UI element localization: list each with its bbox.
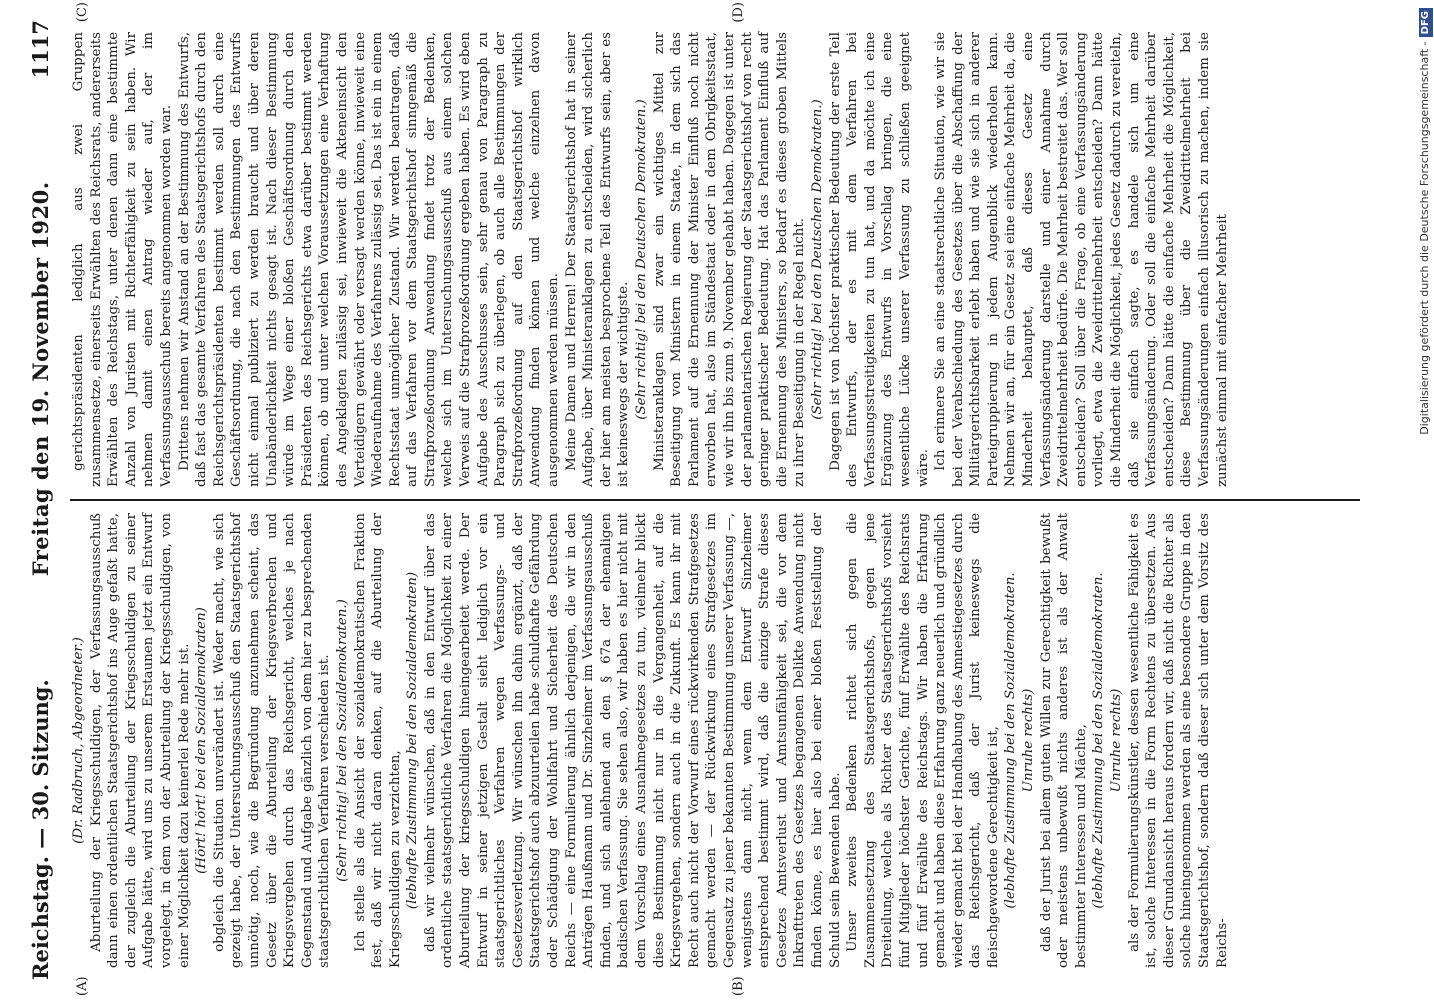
margin-marker-d: (D) (731, 2, 746, 23)
right-column-text (70, 32, 1231, 487)
text-columns (70, 2, 1360, 996)
funding-credit: Digitalisierung gefördert durch die Deutsche Forschungsgemeinschaft - (1418, 41, 1431, 435)
page-header (20, 20, 60, 980)
interjection: (Sehr richtig! bei den Deutschen Demokraten.) (634, 99, 649, 420)
paragraph: als der Formulierungskünstler, dessen wesentliche Fähigkeit es ist, solche Interessen in die Form Rechtens zu übersetzen. Aus dieser Grundansicht heraus fordern wir, daß nicht die Richter als solche hineingenommen werden als eine besondere Gruppe in den Staatsgerichtshof, sondern daß dieser sich unter dem Vorsitz des Reichs- (1126, 513, 1230, 968)
interjection: (lebhafte Zustimmung bei den Sozialdemokraten. (1091, 572, 1107, 909)
paragraph: daß der Jurist bei allem guten Willen zur Gerechtigkeit bewußt oder meistens unbewußt nichts anderes ist als der Anwalt bestimmter Interessen und Mächte, (1038, 513, 1089, 968)
paragraph: obgleich die Situation unverändert ist. Weder macht, wie sich gezeigt habe, der Untersuchungsausschuß den Staatsgerichtshof unnötig, noch, wie die Begründung anzunehmen scheint, das Gesetz über die Aburteilung der Kriegsverbrechen und Kriegsvergehen durch das Reichsgericht, welches je nach Gegenstand und Aufgabe gänzlich von dem hier zu besprechenden staatsgerichtlichen Verfahren verschieden ist. (211, 513, 333, 968)
interjection: (lebhafte Zustimmung bei den Sozialdemokraten. (1003, 572, 1019, 909)
speaker-note: (Dr. Radbruch, Abgeordneter.) (71, 637, 86, 844)
digitization-note-text (1418, 8, 1432, 992)
paragraph: Ich erinnere Sie an eine staatsrechtliche Situation, wie wir sie bei der Verabschiedung des Gesetzes über die Abschaffung der Militärgerichtsbarkeit erlebt haben und wie sie sich in anderer Parteigruppierung in jedem Augenblick wiederholen kann. Nehmen wir an, für ein Gesetz sei eine einfache Mehrheit da, die Minderheit behauptet, daß dieses Gesetz eine Verfassungsänderung darstelle und einer Annahme durch Zweidrittelmehrheit bedürfe. Die Mehrheit bestreitet das. Wer soll entscheiden? Soll über die Frage, ob eine Verfassungsänderung vorliegt, etwa die Zweidrittelmehrheit entscheiden? Dann hätte die Minderheit die Möglichkeit, jedes Gesetz dadurch zu vereiteln, daß sie einfach sagte, es handele sich um eine Verfassungsänderung. Oder soll die einfache Mehrheit darüber entscheiden? Dann hätte die einfache Mehrheit die Möglichkeit, diese Bestimmung über die Zweidrittelmehrheit bei Verfassungsänderungen einfach illusorisch zu machen, indem sie zunächst einmal mit einfacher Mehrheit (933, 32, 1230, 487)
left-column (70, 501, 1360, 996)
header-left: Reichstag. — 30. Sitzung. (27, 679, 53, 980)
margin-marker-c: (C) (75, 2, 90, 23)
interjection: (Hört! hört! bei den Sozialdemokraten) (194, 607, 210, 874)
paragraph: gerichtspräsidenten lediglich aus zwei Gruppen zusammensetze, einerseits Erwählten des Reichsrats, andererseits Erwählten des Reichstags, unter denen dann eine bestimmte Anzahl von Juristen mit Richterfähigkeit zu sein haben. Wir nehmen damit einen Antrag wieder auf, der im Verfassungsausschuß bereits angenommen worden war. (71, 32, 174, 487)
paragraph: Ministeranklagen sind zwar ein wichtiges Mittel zur Beseitigung von Ministern in einem Staate, in dem sich das Parlament auf die Ernennung der Minister Einfluß noch nicht erworben hat, also im Ständestaat oder in dem Obrigkeitsstaat, wie wir ihn bis zum 9. November gehabt haben. Dagegen ist unter der parlamentarischen Regierung der Staatsgerichtshof von recht geringer praktischer Bedeutung. Hat das Parlament Einfluß auf die Ernennung des Ministers, so bedarf es dieses groben Mittels zu ihrer Beseitigung in der Regel nicht. (651, 32, 808, 487)
paragraph: daß wir vielmehr wünschen, daß in den Entwurf über das ordentliche staatsgerichtliche Verfahren die Möglichkeit zu einer Aburteilung der kriegsschuldigen hineingearbeitet werde. Der Entwurf in seiner jetzigen Gestalt sieht lediglich vor ein staatsgerichtliches Verfahren wegen Verfassungs- und Gesetzesverletzung. Wir wünschen ihn dahin ergänzt, daß der Staatsgerichtshof auch abzuurteilen habe schuldhafte Gefährdung oder Schädigung der Wohlfahrt und Sicherheit des Deutschen Reichs — eine Formulierung ähnlich derjenigen, die wir in den Anträgen Haußmann und Dr. Sinzheimer im Verfassungsausschuß finden, und sich anlehnend an den § 67a der ehemaligen badischen Verfassung. Sie sehen also, wir haben es hier nicht mit dem Vorschlag eines Ausnahmegesetzes zu tun, vielmehr blickt diese Bestimmung nicht nur in die Vergangenheit, auf die Kriegsvergehen, sondern auch in die Zukunft. Es kann ihr mit Recht auch nicht der Vorwurf eines rückwirkenden Strafgesetzes gemacht werden — der Rückwirkung eines Strafgesetzes im Gegensatz zu jener bekannten Bestimmung unserer Verfassung —, wenigstens dann nicht, wenn dem Entwurf Sinzheimer entsprechend bestimmt wird, daß die einzige Strafe dieses Gesetzes Amtsverlust und Amtsunfähigkeit sei, die vor dem Inkrafttreten des Gesetzes begangenen Delikte Anwendung nicht finden könne, es hier also bei einer bloßen Feststellung der Schuld sein Bewenden habe. (422, 513, 843, 968)
dfg-logo: DFG (1419, 8, 1433, 37)
paragraph: Ich stelle als die Ansicht der sozialdemokratischen Fraktion fest, daß wir nicht daran denken, auf die Aburteilung der Kriegsschuldigen zu verzichten, (352, 513, 403, 968)
interjection: (Sehr richtig! bei den Deutschen Demokraten.) (809, 99, 825, 420)
header-date: Freitag den 19. November 1920. (27, 181, 53, 577)
left-column-text (70, 513, 1231, 968)
interjection: (lebhafte Zustimmung bei den Sozialdemokraten) (405, 571, 421, 910)
interjection: Unruhe rechts) (1021, 688, 1037, 793)
paragraph: Unser zweites Bedenken richtet sich gegen die Zusammensetzung des Staatsgerichtshofs, gegen jene Dreiteilung, welche als Richter des Staatsgerichtshofs vorsieht fünf Mitglieder höchster Gerichte, fünf Erwählte des Reichsrats und fünf Erwählte des Reichstags. Wir haben die Erfahrung gemacht und haben diese Erfahrung ganz neuerlich und gründlich wieder gemacht bei der Handhabung des Amnestiegesetzes durch das Reichsgericht, daß der Jurist keineswegs die fleischgewordene Gerechtigkeit ist, (845, 513, 1001, 968)
digitization-note (1418, 8, 1432, 992)
page-number: 1117 (27, 20, 53, 79)
interjection: Unruhe rechts) (1109, 688, 1125, 793)
interjection: (Sehr richtig! bei den Sozialdemokraten.) (334, 599, 350, 882)
paragraph: Meine Damen und Herren! Der Staatsgerichtshof hat in seiner Aufgabe, über Ministeranklagen zu entscheiden, wird sicherlich der hier am meisten besprochene Teil des Entwurfs sein, aber es ist keineswegs der wichtigste. (563, 32, 632, 487)
right-column (70, 2, 1360, 499)
margin-marker-a: (A) (75, 976, 90, 996)
paragraph: Drittens nehmen wir Anstand an der Bestimmung des Entwurfs, daß fast das gesamte Verfahren des Staatsgerichtshofs durch den Reichsgerichtspräsidenten bestimmt werden soll durch eine Geschäftsordnung, die nach den Bestimmungen des Entwurfs nicht einmal publiziert zu werden braucht und über deren Unabänderlichkeit nichts gesagt ist. Nach dieser Bestimmung würde im Wege einer bloßen Geschäftsordnung durch den Präsidenten des Reichsgerichts etwa darüber bestimmt werden können, ob und unter welchen Voraussetzungen eine Verhaftung des Angeklagten zulässig sei, inwieweit die Akteneinsicht den Verteidigern gewährt oder versagt werden könne, inwieweit eine Wiederaufnahme des Verfahrens zulässig sei. Das ist ein in einem Rechtsstaat unmöglicher Zustand. Wir werden beantragen, daß auf das Verfahren vor dem Staatsgerichtshof sinngemäß die Strafprozeßordnung Anwendung findet trotz der Bedenken, welche sich im Untersuchungsausschuß aus einem solchen Verweis auf die Strafprozeßordnung ergeben haben. Es wird eben Aufgabe des Ausschusses sein, sehr genau von Paragraph zu Paragraph sich zu überlegen, ob auch alle Bestimmungen der Strafprozeßordnung auf den Staatsgerichtshof wirklich Anwendung finden können und welche einzelnen davon ausgenommen werden müssen. (176, 32, 562, 487)
paragraph: Dagegen ist von höchster praktischer Bedeutung der erste Teil des Entwurfs, der es mit dem Verfahren bei Verfassungsstreitigkeiten zu tun hat, und da möchte ich eine Ergänzung des Entwurfs in Vorschlag bringen, die eine wesentliche Lücke unserer Verfassung zu schließen geeignet wäre. (827, 32, 931, 487)
paragraph: Aburteilung der Kriegsschuldigen, der Verfassungsausschuß dann einen ordentlichen Staatsgerichtshof ins Auge gefaßt hatte, der zugleich die Aburteilung der Kriegsschuldigen zu seiner Aufgabe hätte, wird uns zu unserem Erstaunen jetzt ein Entwurf vorgelegt, in dem von der Aburteilung der Kriegsschuldigen, von einer Möglichkeit dazu keinerlei Rede mehr ist. (88, 513, 192, 968)
margin-marker-b: (B) (731, 976, 746, 996)
